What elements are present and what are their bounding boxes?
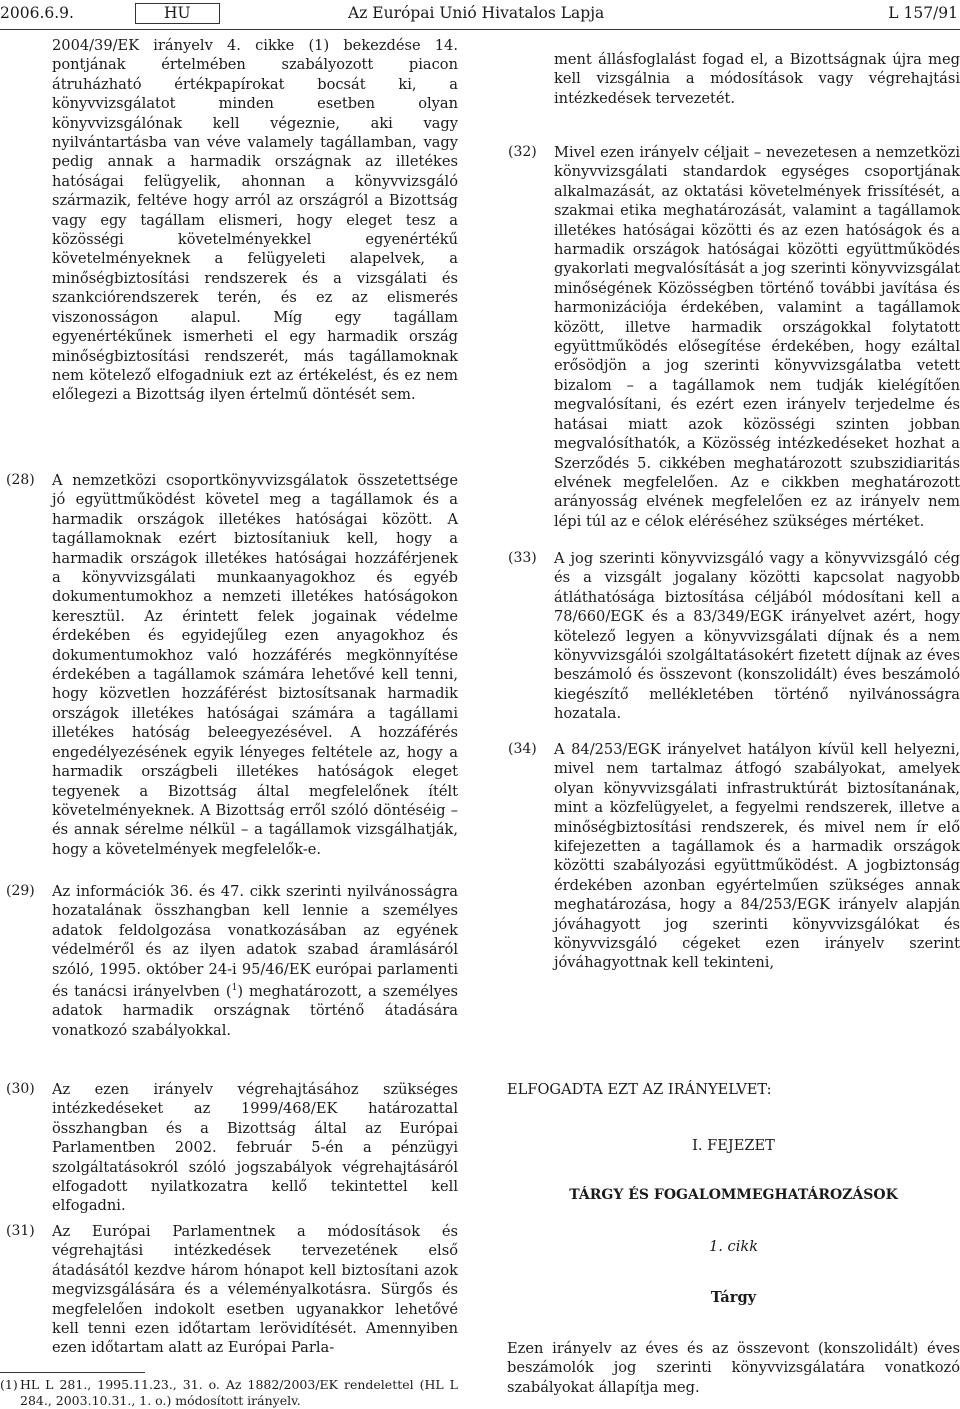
recital-text: Az ezen irányelv végrehajtásához szükséges intézkedéseket az 1999/468/EK határozattal összhangban és a Bizottság által az Európai Parlamentben 2002. február 5-én a pénzügyi szolgáltatásokról szóló jogszabályok végrehajtásáról elfogadott nyilatkozatra kellő tekintettel kell elfogadni.	[52, 1081, 458, 1215]
article-title: Tárgy	[710, 1289, 757, 1306]
recital-30	[6, 1080, 458, 1216]
recital-text: A 84/253/EGK irányelvet hatályon kívül kell helyezni, mivel nem tartalmaz átfogó szabályokat, amelyek olyan könyvvizsgálati infrastruktúrát biztosítanának, mint a közfelügyelet, a fegyelmi rendszerek, illetve a minőségbiztosítási rendszerek, és mivel nem ír elő kifejezetten a tagállamok és a harmadik országok közötti szabályozási együttműködést. A jogbiztonság érdekében azonban egyértelműen szükséges annak meghatározása, hogy a 84/253/EGK irányelv alapján jóváhagyott jog szerinti könyvvizsgálókat és könyvvizsgáló cégeket ezen irányelv szerint jóváhagyottnak kell tekinteni,	[554, 741, 960, 972]
recital-text: Az Európai Parlamentnek a módosítások és végrehajtási intézkedések tervezetének első átadásától kezdve három hónapot kell biztosítani azok megvizsgálására és a véleményalkotásra. Sürgős és megfelelően indokolt esetben ugyanakkor lehetővé kell tenni ezen időtartam lerövidítését. Amennyiben ezen időtartam alatt az Európai Parla-	[52, 1223, 458, 1357]
page-header	[0, 0, 960, 34]
recital-text-end: ) meghatározott, a személyes adatok harmadik országnak történő átadására vonatkozó szabályokkal.	[52, 982, 458, 1039]
recital-29	[6, 882, 458, 1040]
recital-number: (29)	[6, 883, 35, 899]
page-number: L 157/91	[888, 4, 958, 22]
recital-33	[508, 549, 960, 724]
recital-text: Mivel ezen irányelv céljait – nevezetesen a nemzetközi könyvvizsgálati standardok egységes csoportjának alkalmazását, az oktatási követelmények frissítését, a szakmai etika meghatározását, valamint a tagállamok illetékes hatóságai közötti és az ezen hatóságok és a harmadik országok hatóságai közötti együttműködés gyakorlati megvalósítását a jog szerinti könyvvizsgálat minőségének Közösségben történő további javítása és harmonizációja érdekében, valamint a tagállamok között, illetve harmadik országokkal folytatott együttműködés elősegítése érdekében, hogy ezáltal erősödjön a jog szerinti könyvvizsgálatba vetett bizalom – a tagállamok nem tudják kielégítően megvalósítani, és ezért ezen irányelv terjedelme és hatásai miatt azok közösségi szinten jobban megvalósíthatók, a Közösség intézkedéseket hozhat a Szerződés 5. cikkében meghatározott szubszidiaritás elvének megfelelően. Az e cikkben meghatározott arányosság elvének megfelelően ez az irányelv nem lépi túl az e célok eléréséhez szükséges mértéket.	[554, 144, 960, 530]
chapter-title: TÁRGY ÉS FOGALOMMEGHATÁROZÁSOK	[569, 1187, 898, 1203]
recital-31-continued	[554, 50, 960, 108]
chapter-number: I. FEJEZET	[692, 1137, 775, 1154]
adoption-statement: ELFOGADTA EZT AZ IRÁNYELVET:	[507, 1081, 772, 1098]
recital-text: A jog szerinti könyvvizsgáló vagy a könyvvizsgáló cég és a vizsgált jogalany közötti kapcsolat nagyobb átláthatósága biztosítása céljából módosítani kell a 78/660/EGK és a 83/349/EGK irányelvet azért, hogy kötelező legyen a könyvvizsgálati díjnak és a nem könyvvizsgálói szolgáltatásokért fizetett díjnak az éves beszámoló és összevont (konszolidált) éves beszámoló kiegészítő mellékletében történő nyilvánosságra hozatala.	[554, 550, 960, 723]
footnote-text: HL L 281., 1995.11.23., 31. o. Az 1882/2003/EK rendelettel (HL L 284., 2003.10.31., 1. o.) módosított irányelv.	[20, 1377, 458, 1408]
recital-32	[508, 143, 960, 531]
article-text: Ezen irányelv az éves és az összevont (konszolidált) éves beszámolók jog szerinti könyvvizsgálatára vonatkozó szabályokat állapítja meg.	[507, 1340, 960, 1396]
recital-31	[6, 1222, 458, 1358]
recital-number: (30)	[6, 1081, 35, 1097]
recital-34	[508, 740, 960, 973]
recital-text: Az információk 36. és 47. cikk szerinti nyilvánosságra hozatalának összhangban kell lennie a személyes adatok feldolgozása vonatkozásában az egyének védelméről és az ilyen adatok szabad áramlásáról szóló, 1995. október 24-i 95/46/EK európai parlamenti és tanácsi irányelvben (	[52, 883, 458, 1000]
recital-number: (31)	[6, 1223, 35, 1239]
recital-text: ment állásfoglalást fogad el, a Bizottságnak újra meg kell vizsgálnia a módosítások vagy végrehajtási intézkedések tervezetét.	[554, 51, 960, 107]
article-number: 1. cikk	[708, 1238, 759, 1255]
recital-number: (28)	[6, 472, 35, 488]
footnote-reference: 1	[231, 983, 238, 994]
recital-28	[6, 471, 458, 859]
recital-text: A nemzetközi csoportkönyvvizsgálatok összetettsége jó együttműködést követel meg a tagállamok és a harmadik országok illetékes hatóságai között. A tagállamoknak ezért biztosítaniuk kell, hogy a harmadik országok illetékes hatóságai hozzáférjenek a könyvvizsgálati munkaanyagokhoz és egyéb dokumentumokhoz a nemzeti illetékes hatóságokon keresztül. Az érintett felek jogainak védelme érdekében és egyidejűleg ezen anyagokhoz és dokumentumokhoz való hozzáférés megkönnyítése érdekében a tagállamok számára lehetővé kell tenni, hogy közvetlen hozzáférést biztosítsanak harmadik országok illetékes hatóságai számára a tagállami illetékes hatóság beleegyezésével. A hozzáférés engedélyezésének egyik lényeges feltétele az, hogy a harmadik országbeli illetékes hatóságok eleget tegyenek a Bizottság által megfelelőnek ítélt követelményeknek. A Bizottság erről szóló döntéséig – és annak sérelme nélkül – a tagállamok vizsgálhatják, hogy a követelmények megfelelők-e.	[52, 472, 458, 858]
footnote-rule	[0, 1372, 145, 1373]
footnote-mark: (1)	[0, 1377, 18, 1392]
header-rule	[0, 29, 960, 30]
recital-text: 2004/39/EK irányelv 4. cikke (1) bekezdése 14. pontjának értelmében szabályozott piacon átruházható értékpapírokat bocsát ki, a könyvvizsgálatot minden esetben olyan könyvvizsgálónak kell végeznie, aki vagy nyilvántartásba van véve valamely tagállamban, vagy pedig annak a harmadik országnak az illetékes hatóságai felügyelik, ahonnan a könyvvizsgáló származik, feltéve hogy arról az országról a Bizottság vagy egy tagállam elismeri, hogy eleget tesz a közösségi követelményekkel egyenértékű követelményeknek a felügyeleti alapelvek, a minőségbiztosítási rendszerek és a vizsgálati és szankciórendszerek terén, és ez az elismerés viszonosságon alapul. Míg egy tagállam egyenértékűnek ismerheti el egy harmadik ország minőségbiztosítási rendszerét, más tagállamoknak nem kötelező elfogadniuk ezt az értékelést, és ez nem előlegezi a Bizottság ilyen értelmű döntését sem.	[52, 37, 458, 404]
recital-number: (33)	[508, 550, 537, 566]
recital-27-continued	[52, 36, 458, 405]
header-date: 2006.6.9.	[0, 4, 74, 22]
recital-number: (32)	[508, 144, 537, 160]
recital-number: (34)	[508, 741, 537, 757]
language-badge: HU	[135, 3, 220, 24]
journal-title: Az Európai Unió Hivatalos Lapja	[348, 4, 605, 22]
